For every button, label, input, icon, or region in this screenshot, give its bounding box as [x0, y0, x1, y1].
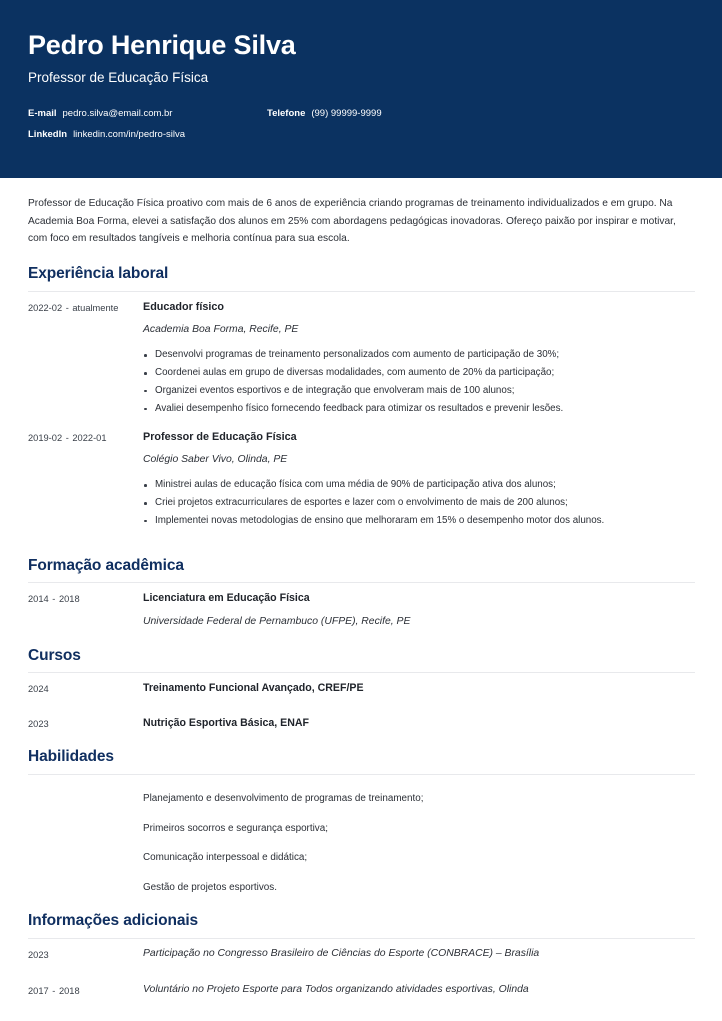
additional-info-text: Participação no Congresso Brasileiro de Ciências do Esporte (CONBRACE) – Brasília	[143, 947, 540, 959]
contact-row-secondary	[28, 129, 694, 141]
list-item: Organizei eventos esportivos e de integração que envolveram mais de 100 alunos;	[143, 382, 695, 400]
skill-text: Gestão de projetos esportivos.	[143, 882, 277, 894]
skill-item	[28, 822, 695, 836]
date-end: atualmente	[72, 302, 119, 313]
course-entry-date: 2023	[28, 718, 49, 729]
section-divider	[28, 938, 695, 939]
contact-email-value: pedro.silva@email.com.br	[62, 108, 173, 120]
date-separator: -	[49, 986, 58, 997]
skill-item	[28, 792, 695, 806]
experience-organization: Academia Boa Forma, Recife, PE	[143, 323, 299, 335]
date-start: 2022-02	[28, 302, 63, 313]
education-entry	[28, 591, 695, 629]
contact-linkedin-label: LinkedIn	[28, 129, 68, 141]
section-title-experience: Experiência laboral	[28, 264, 169, 282]
education-degree: Licenciatura em Educação Física	[143, 592, 310, 605]
spacer	[28, 806, 695, 822]
list-item: Avaliei desempenho físico fornecendo feedback para otimizar os resultados e prevenir lesões.	[143, 400, 695, 418]
date-start: 2017	[28, 986, 49, 997]
candidate-job-title: Professor de Educação Física	[28, 70, 209, 86]
resume-body	[0, 178, 722, 999]
course-entry-content	[143, 681, 695, 696]
date-separator: -	[63, 432, 72, 443]
contact-email-label: E-mail	[28, 108, 57, 120]
section-divider	[28, 582, 695, 583]
experience-role: Professor de Educação Física	[143, 430, 297, 443]
list-item: Implementei novas metodologias de ensino que melhoraram em 15% o desempenho motor dos alunos.	[143, 512, 695, 530]
date-start: 2014	[28, 594, 49, 605]
contact-email[interactable]	[28, 108, 267, 120]
resume-header	[0, 0, 722, 178]
spacer	[143, 606, 695, 615]
experience-entry-content	[143, 300, 695, 428]
course-entry-date: 2024	[28, 684, 49, 695]
experience-entry-dates	[28, 300, 143, 315]
contact-linkedin[interactable]	[28, 129, 267, 141]
course-name: Treinamento Funcional Avançado, CREF/PE	[143, 682, 364, 695]
date-end: 2022-01	[72, 432, 107, 443]
additional-info-date: 2023	[28, 949, 49, 960]
experience-entry	[28, 300, 695, 428]
section-courses	[28, 647, 695, 732]
section-divider	[28, 672, 695, 673]
education-entry-content	[143, 591, 695, 629]
section-divider	[28, 291, 695, 292]
experience-entry-content	[143, 430, 695, 540]
contact-row-primary	[28, 108, 694, 120]
course-entry-content	[143, 716, 695, 731]
course-entry	[28, 681, 695, 696]
candidate-name: Pedro Henrique Silva	[28, 30, 296, 60]
spacer	[28, 865, 695, 881]
section-additional-info	[28, 912, 695, 999]
additional-info-content	[143, 983, 695, 998]
additional-info-text: Voluntário no Projeto Esporte para Todos organizando atividades esportivas, Olinda	[143, 984, 529, 996]
spacer	[28, 783, 695, 792]
course-entry	[28, 716, 695, 731]
experience-entry-dates	[28, 430, 143, 445]
list-item: Ministrei aulas de educação física com uma média de 90% de participação ativa dos alunos;	[143, 476, 695, 494]
experience-bullet-list	[143, 476, 695, 529]
date-end: 2018	[58, 986, 80, 997]
experience-bullet-list	[143, 346, 695, 417]
skill-item	[28, 851, 695, 865]
experience-organization: Colégio Saber Vivo, Olinda, PE	[143, 453, 288, 465]
skill-text: Primeiros socorros e segurança esportiva;	[143, 822, 328, 834]
section-divider	[28, 774, 695, 775]
list-item: Coordenei aulas em grupo de diversas modalidades, com aumento de 20% da participação;	[143, 364, 695, 382]
date-start: 2019-02	[28, 432, 63, 443]
contact-phone[interactable]	[267, 108, 382, 120]
date-end: 2018	[58, 594, 80, 605]
spacer	[28, 964, 695, 983]
contact-phone-value: (99) 99999-9999	[311, 108, 382, 120]
contact-linkedin-value: linkedin.com/in/pedro-silva	[73, 129, 186, 141]
skill-text: Planejamento e desenvolvimento de programas de treinamento;	[143, 792, 424, 804]
section-title-courses: Cursos	[28, 646, 81, 664]
skill-item	[28, 881, 695, 895]
additional-info-entry	[28, 983, 695, 998]
experience-role: Educador físico	[143, 300, 224, 313]
date-separator: -	[63, 302, 72, 313]
section-title-additional-info: Informações adicionais	[28, 912, 199, 930]
list-item: Desenvolvi programas de treinamento personalizados com aumento de participação de 30%;	[143, 346, 695, 364]
section-experience	[28, 265, 695, 540]
skill-text: Comunicação interpessoal e didática;	[143, 852, 308, 864]
additional-info-entry	[28, 947, 695, 962]
section-skills	[28, 748, 695, 895]
education-entry-dates	[28, 591, 143, 606]
list-item: Criei projetos extracurriculares de esportes e lazer com o envolvimento de mais de 200 alunos;	[143, 494, 695, 512]
section-title-skills: Habilidades	[28, 748, 114, 766]
course-name: Nutrição Esportiva Básica, ENAF	[143, 716, 310, 729]
contact-phone-label: Telefone	[267, 108, 306, 120]
spacer	[28, 699, 695, 716]
spacer	[28, 835, 695, 851]
education-institution: Universidade Federal de Pernambuco (UFPE), Recife, PE	[143, 616, 411, 628]
additional-info-content	[143, 947, 695, 962]
additional-info-date	[28, 983, 143, 998]
section-education	[28, 557, 695, 630]
experience-entry	[28, 430, 695, 540]
date-separator: -	[49, 594, 58, 605]
section-title-education: Formação acadêmica	[28, 556, 184, 574]
professional-summary: Professor de Educação Física proativo com mais de 6 anos de experiência criando programas de treinamento individualizados e em grupo. Na Academia Boa Forma, elevei a satisfação dos alunos em 25% com abordagens pedagógicas inovadoras. Ofereço paixão por inspirar e motivar, com foco em resultados tangíveis e melhoria contínua para sua escola.	[28, 198, 676, 245]
